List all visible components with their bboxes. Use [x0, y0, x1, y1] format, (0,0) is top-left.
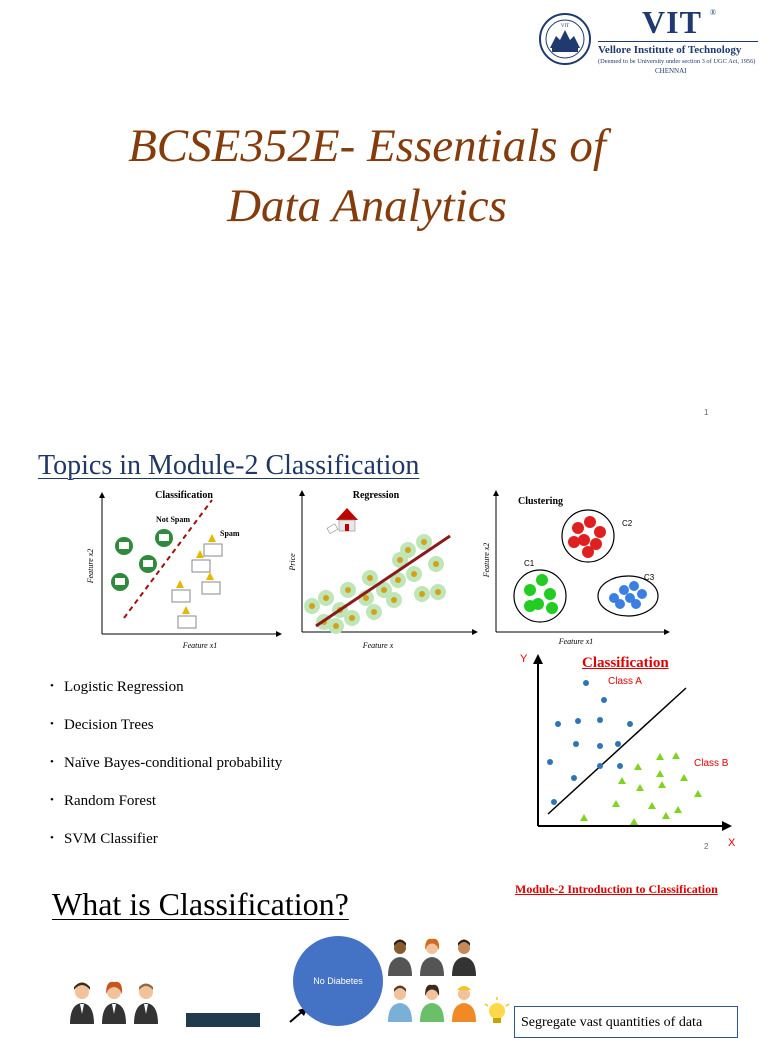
list-item: • SVM Classifier — [50, 826, 282, 864]
y-axis-label: Feature x2 — [482, 542, 491, 578]
course-title — [0, 116, 734, 236]
label-spam: Spam — [220, 529, 240, 538]
class-separation-diagram — [512, 648, 742, 854]
logo-divider — [598, 41, 758, 42]
label-not-spam: Not Spam — [156, 515, 191, 524]
panel-title: Classification — [155, 490, 213, 501]
x-axis-label: Feature x1 — [182, 641, 218, 650]
classification-intro-slide — [0, 860, 768, 1030]
module-caption: Module-2 Introduction to Classification — [515, 882, 718, 896]
house-price-icon — [327, 508, 358, 534]
panel-title: Regression — [352, 490, 400, 501]
logo-deemed-note: (Deemed to be University under section 3 of UGC Act, 1956) — [598, 58, 756, 65]
box-text: Segregate vast quantities of data — [521, 1015, 703, 1030]
page-number: 2 — [704, 842, 709, 851]
class-a-label: Class A — [608, 676, 642, 687]
no-diabetes-node — [293, 936, 383, 1026]
clustering-panel — [484, 486, 672, 652]
y-axis-label: Y — [520, 653, 528, 665]
classification-heading: Classification — [582, 655, 669, 671]
logo-campus: CHENNAI — [655, 67, 687, 75]
cluster-label-c3: C3 — [644, 573, 655, 582]
logo-wordmark: VIT — [642, 4, 702, 40]
x-axis-label: X — [728, 837, 736, 849]
list-item: • Logistic Regression — [50, 674, 282, 712]
vit-logo — [538, 4, 760, 76]
list-item: • Naïve Bayes-conditional probability — [50, 750, 282, 788]
course-title-line-2: Data Analytics — [227, 180, 507, 232]
course-title-line-1: BCSE352E- Essentials of — [128, 120, 606, 172]
page-number: 1 — [704, 408, 709, 417]
topics-slide — [0, 430, 768, 860]
panel-title: Clustering — [518, 496, 563, 507]
lightbulb-icon — [482, 996, 512, 1024]
people-group-icon — [66, 978, 166, 1024]
slide-title: What is Classification? — [52, 886, 349, 922]
registered-mark: ® — [710, 8, 717, 17]
regression-panel — [290, 486, 480, 652]
y-axis-label: Feature x2 — [86, 548, 95, 584]
class-b-points — [580, 752, 702, 825]
node-label: No Diabetes — [313, 976, 363, 986]
cluster-label-c2: C2 — [622, 519, 633, 528]
y-axis-label: Price — [288, 553, 297, 571]
list-item: • Random Forest — [50, 788, 282, 826]
slide-title: Topics in Module-2 Classification — [38, 450, 420, 481]
people-grid-icon — [386, 936, 482, 1026]
title-slide — [0, 0, 768, 430]
topic-list — [50, 674, 282, 864]
university-seal-icon — [538, 10, 592, 68]
seal-text: VIT — [560, 24, 570, 29]
cluster-label-c1: C1 — [524, 559, 535, 568]
class-a-points — [547, 680, 633, 805]
classifier-box — [186, 1013, 260, 1027]
list-item: • Decision Trees — [50, 712, 282, 750]
class-b-label: Class B — [694, 758, 729, 769]
x-axis-label: Feature x — [362, 641, 394, 650]
x-axis-label: Feature x1 — [558, 637, 594, 646]
segregate-text-box — [514, 1006, 738, 1038]
classification-panel — [84, 486, 284, 652]
logo-institute-name: Vellore Institute of Technology — [598, 44, 742, 56]
